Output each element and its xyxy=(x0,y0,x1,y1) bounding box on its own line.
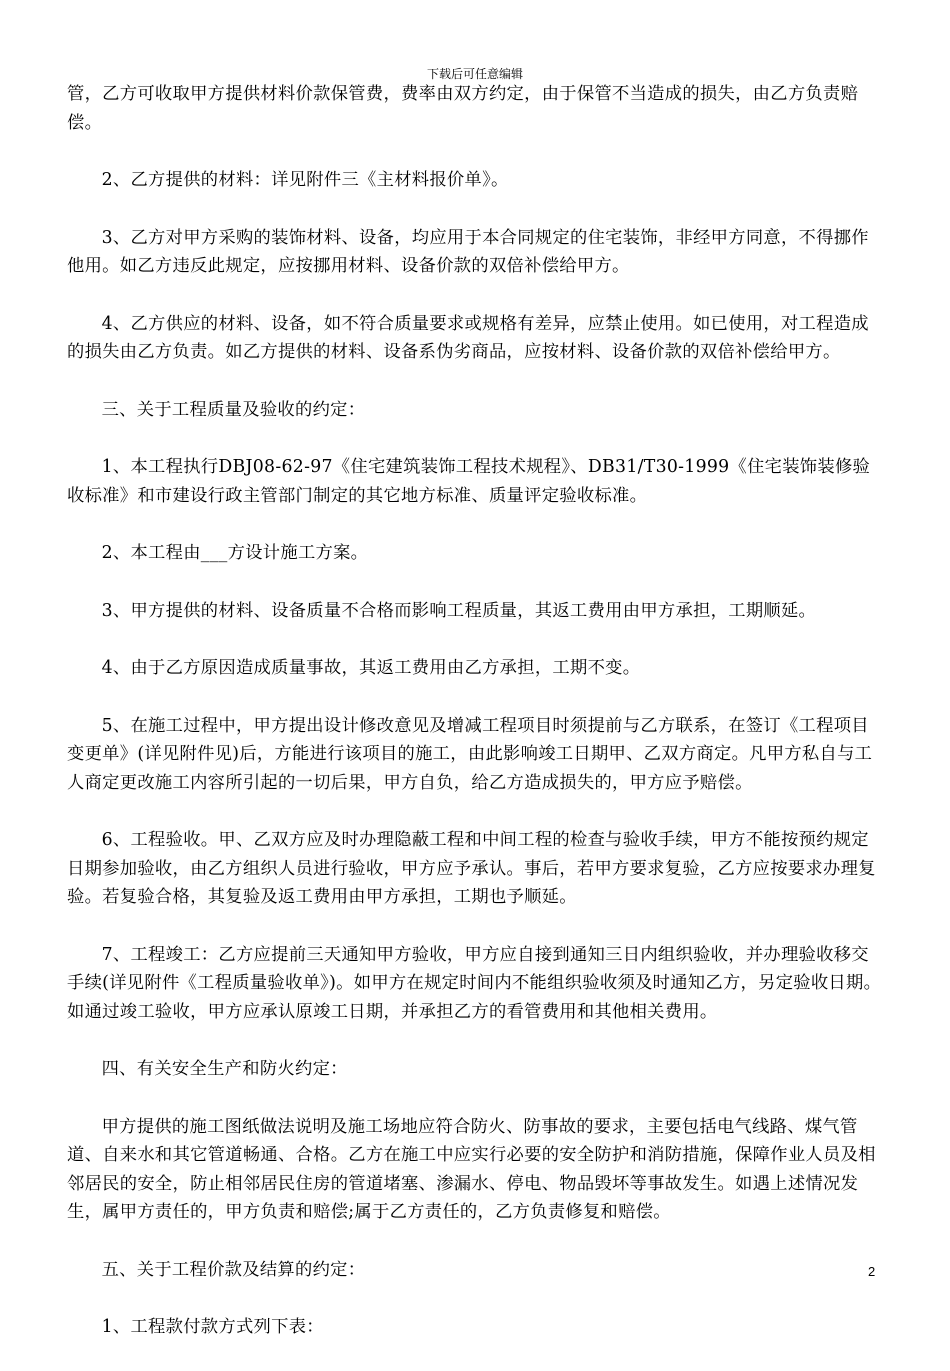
paragraph: 甲方提供的施工图纸做法说明及施工场地应符合防火、防事故的要求，主要包括电气线路、煤气管道、自来水和其它管道畅通、合格。乙方在施工中应实行必要的安全防护和消防措施，保障作业人员及相邻居民的安全，防止相邻居民住房的管道堵塞、渗漏水、停电、物品毁坏等事故发生。如遇上述情况发生，属甲方责任的，甲方负责和赔偿;属于乙方责任的，乙方负责修复和赔偿。 xyxy=(67,1116,876,1222)
paragraph: 3、甲方提供的材料、设备质量不合格而影响工程质量，其返工费用由甲方承担，工期顺延。 xyxy=(101,600,817,621)
paragraph: 4、乙方供应的材料、设备，如不符合质量要求或规格有差异，应禁止使用。如已使用，对工程造成的损失由乙方负责。如乙方提供的材料、设备系伪劣商品，应按材料、设备价款的双倍补偿给甲方。 xyxy=(67,313,869,362)
section-heading: 五、关于工程价款及结算的约定： xyxy=(101,1259,366,1280)
paragraph: 2、乙方提供的材料：详见附件三《主材料报价单》。 xyxy=(101,170,509,190)
paragraph: 5、在施工过程中，甲方提出设计修改意见及增减工程项目时须提前与乙方联系，在签订《工程项目变更单》(详见附件见)后，方能进行该项目的施工，由此影响竣工日期甲、乙双方商定。凡甲方私自与工人商定更改施工内容所引起的一切后果，甲方自负，给乙方造成损失的，甲方应予赔偿。 xyxy=(67,715,873,793)
paragraph: 2、本工程由___方设计施工方案。 xyxy=(101,543,369,563)
paragraph: 管，乙方可收取甲方提供材料价款保管费，费率由双方约定，由于保管不当造成的损失，由乙方负责赔偿。 xyxy=(67,84,859,133)
page-header: 下载后可任意编辑 xyxy=(426,67,523,81)
section-heading: 三、关于工程质量及验收的约定： xyxy=(101,399,366,420)
paragraph: 4、由于乙方原因造成质量事故，其返工费用由乙方承担，工期不变。 xyxy=(101,658,641,678)
paragraph: 7、工程竣工：乙方应提前三天通知甲方验收，甲方应自接到通知三日内组织验收，并办理验收移交手续(详见附件《工程质量验收单》)。如甲方在规定时间内不能组织验收须及时通知乙方，另定验收日期。如通过竣工验收，甲方应承认原竣工日期，并承担乙方的看管费用和其他相关费用。 xyxy=(67,944,882,1022)
section-heading: 四、有关安全生产和防火约定： xyxy=(101,1059,348,1079)
paragraph: 6、工程验收。甲、乙双方应及时办理隐蔽工程和中间工程的检查与验收手续，甲方不能按预约规定日期参加验收，由乙方组织人员进行验收，甲方应予承认。事后，若甲方要求复验，乙方应按要求办理复验。若复验合格，其复验及返工费用由甲方承担，工期也予顺延。 xyxy=(67,830,876,907)
paragraph: 3、乙方对甲方采购的装饰材料、设备，均应用于本合同规定的住宅装饰，非经甲方同意，不得挪作他用。如乙方违反此规定，应按挪用材料、设备价款的双倍补偿给甲方。 xyxy=(67,227,869,276)
paragraph: 1、本工程执行DBJ08-62-97《住宅建筑装饰工程技术规程》、DB31/T30-1999《住宅装饰装修验收标准》和市建设行政主管部门制定的其它地方标准、质量评定验收标准。 xyxy=(67,457,871,506)
page-number: 2 xyxy=(868,1264,876,1279)
document-body xyxy=(67,80,882,1371)
paragraph: 1、工程款付款方式列下表： xyxy=(101,1317,324,1337)
